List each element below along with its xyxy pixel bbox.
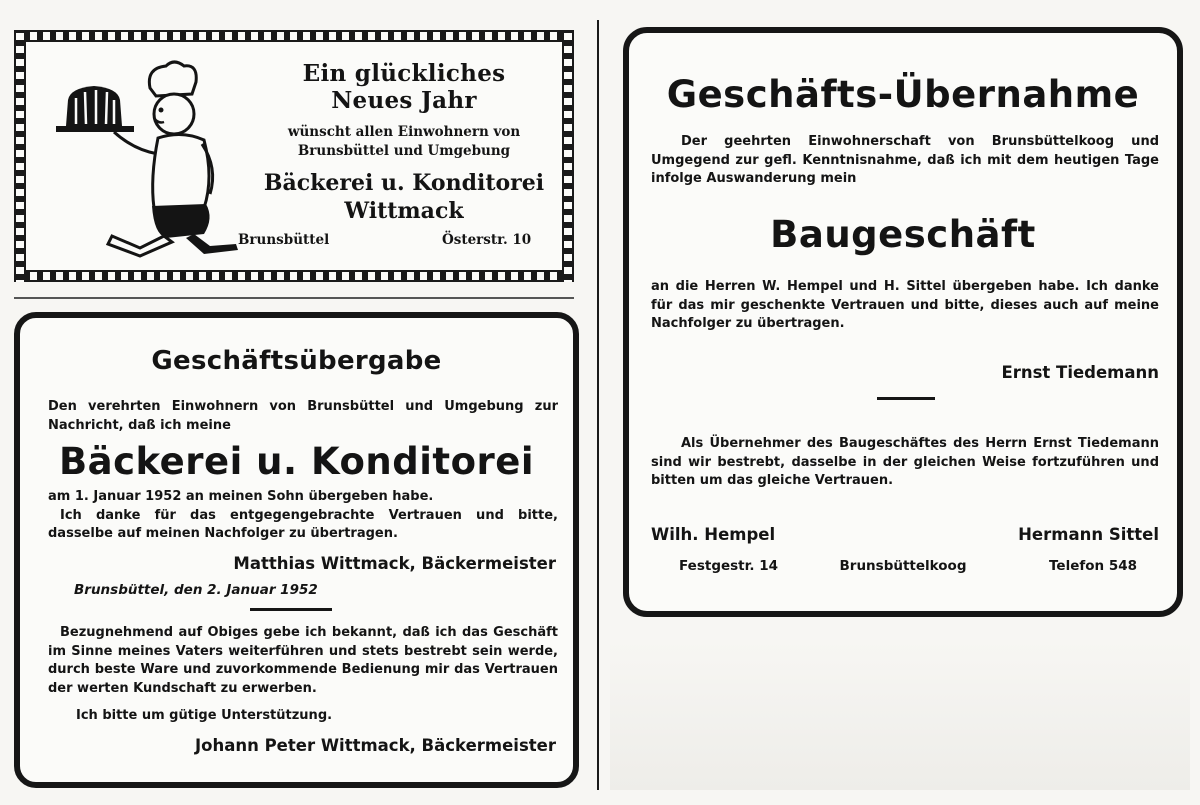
uebergabe-paragraph-2-line2: Ich danke für das entgegengebrachte Vertrauen und bitte, dasselbe auf meinen Nachfolger zu übertragen.	[48, 507, 558, 541]
uebergabe-rule	[250, 608, 332, 611]
newyear-wish-line2: Brunsbüttel und Umgebung	[297, 143, 511, 159]
uebergabe-signature-1: Matthias Wittmack, Bäckermeister	[233, 554, 556, 573]
uebernahme-signature-left: Wilh. Hempel	[651, 525, 776, 544]
newyear-wish-line1: wünscht allen Einwohnern von	[287, 124, 521, 140]
checkered-border-bottom	[14, 270, 574, 282]
uebergabe-title: Geschäftsübergabe	[151, 346, 442, 376]
uebergabe-paragraph-4: Ich bitte um gütige Unterstützung.	[76, 708, 333, 723]
newyear-line2: Neues Jahr	[331, 87, 477, 114]
ad-geschaefts-uebernahme	[623, 27, 1183, 617]
uebergabe-date: Brunsbüttel, den 2. Januar 1952	[74, 582, 318, 598]
faded-bleedthrough-area	[610, 640, 1190, 790]
uebergabe-paragraph-3-text: Bezugnehmend auf Obiges gebe ich bekannt, daß ich das Geschäft im Sinne meines Vaters weiterführen und stets bestrebt sein werde, durch beste Ware und zuvorkommende Bedienung mir das Vertrauen der werten Kundschaft zu erwerben.	[48, 625, 558, 696]
uebernahme-signature-right: Hermann Sittel	[1018, 525, 1159, 544]
uebernahme-rule	[877, 397, 935, 400]
uebergabe-business-name: Bäckerei u. Konditorei	[58, 440, 535, 483]
uebernahme-city: Brunsbüttelkoog	[839, 558, 967, 574]
uebergabe-signature-2: Johann Peter Wittmack, Bäckermeister	[195, 736, 556, 755]
uebernahme-paragraph-1: Der geehrten Einwohnerschaft von Brunsbüttelkoog und Umgegend zur gefl. Kenntnisnahme, daß ich mit dem heutigen Tage infolge Auswanderung mein	[651, 134, 1159, 186]
baker-carrying-cake-icon	[54, 58, 244, 258]
newyear-business-line2: Wittmack	[344, 198, 464, 224]
ad-geschaeftsuebergabe	[14, 312, 579, 788]
checkered-border-top	[14, 30, 574, 42]
uebernahme-phone: Telefon 548	[1049, 558, 1137, 574]
uebernahme-business-name: Baugeschäft	[770, 213, 1036, 256]
row-divider	[14, 297, 574, 299]
ad-newyear	[14, 30, 574, 282]
uebernahme-title: Geschäfts-Übernahme	[666, 73, 1140, 116]
uebernahme-paragraph-2: an die Herren W. Hempel und H. Sittel übergeben habe. Ich danke für das mir geschenkte Vertrauen und bitte, dieses auch auf meine Nachfolger zu übertragen.	[651, 279, 1159, 331]
uebergabe-paragraph-1: Den verehrten Einwohnern von Brunsbüttel und Umgebung zur Nachricht, daß ich meine	[48, 399, 558, 433]
newyear-line1: Ein glückliches	[302, 60, 506, 87]
newyear-business-line1: Bäckerei u. Konditorei	[263, 170, 545, 196]
uebergabe-paragraph-2-line1: am 1. Januar 1952 an meinen Sohn übergeben habe.	[48, 489, 434, 504]
column-divider	[597, 20, 599, 790]
uebernahme-signature-1: Ernst Tiedemann	[1001, 363, 1159, 382]
uebernahme-paragraph-3: Als Übernehmer des Baugeschäftes des Herrn Ernst Tiedemann sind wir bestrebt, dasselbe in der gleichen Weise fortzuführen und bitten um das gleiche Vertrauen.	[651, 436, 1159, 488]
uebergabe-paragraph-3	[48, 624, 558, 698]
checkered-border-left	[14, 30, 26, 282]
newyear-street: Österstr. 10	[442, 232, 532, 248]
uebergabe-paragraph-2	[48, 488, 558, 544]
newyear-city: Brunsbüttel	[238, 232, 330, 248]
uebernahme-address: Festgestr. 14	[679, 558, 778, 574]
